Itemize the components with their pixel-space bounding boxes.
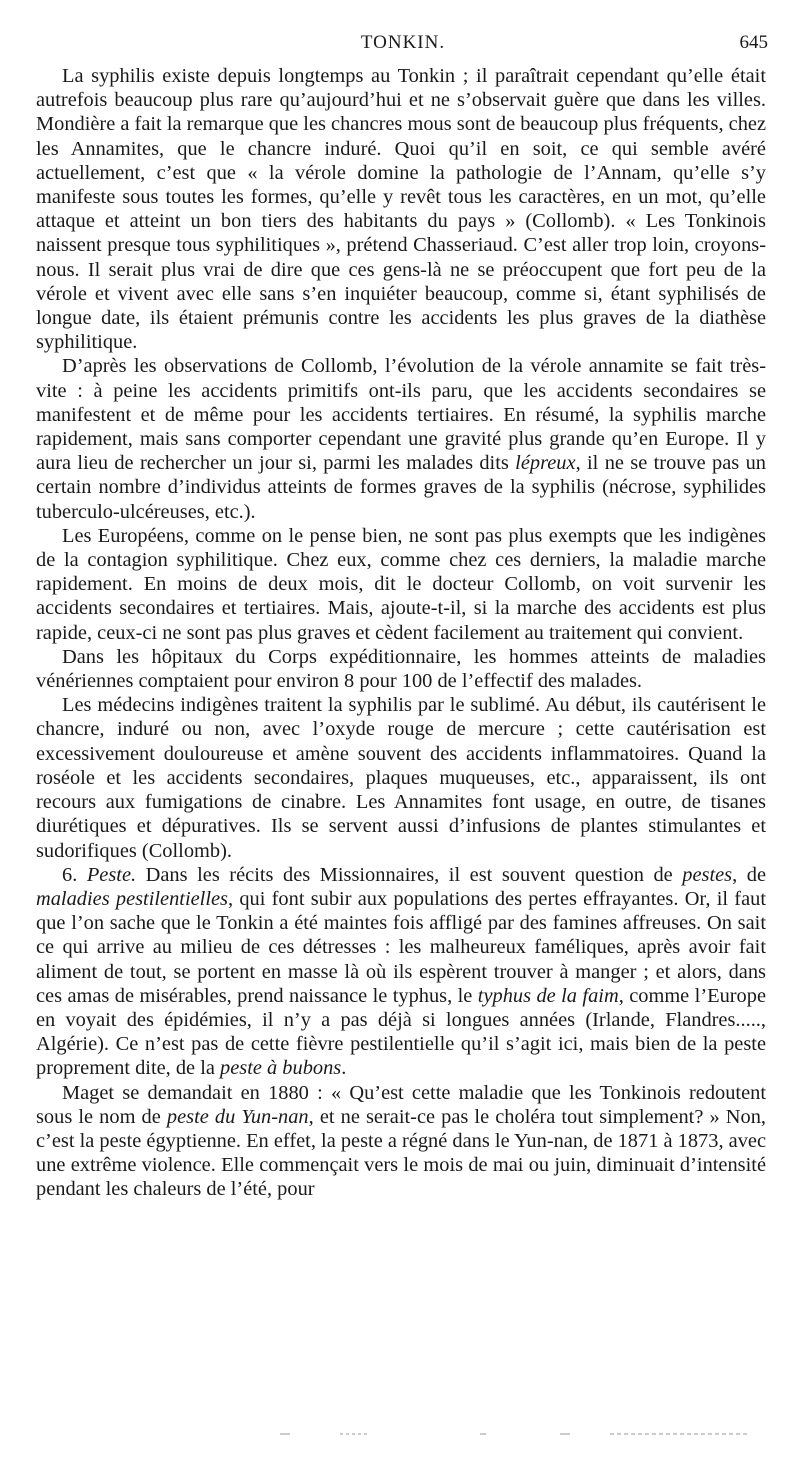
text-run: , et ne serait-ce pas le choléra tout simplement? » Non, c’est la peste égyptienne. En effet, la peste a régné dans le Yun-nan, de 1871 à 1873, avec une extrême violence. Elle commençait vers le mois de mai ou juin, diminuait d’intensité pendant les chaleurs de l’été, pour bbox=[36, 1105, 766, 1201]
page-header bbox=[38, 32, 768, 58]
text-run: Les médecins indigènes traitent la syphilis par le sublimé. Au début, ils cautérisent le chancre, induré ou non, avec l’oxyde rouge de mercure ; cette cautérisation est excessivement douloureuse et amène souvent des accidents inflammatoires. Quand la roséole et les accidents secondaires, plaques muqueuses, etc., apparaissent, ils ont recours aux fumigations de cinabre. Les Annamites font usage, en outre, de tisanes diurétiques et dépuratives. Ils se servent aussi d’infusions de plantes stimulantes et sudorifiques (Collomb). bbox=[36, 694, 766, 862]
paragraph bbox=[36, 1081, 766, 1202]
text-run: , qui font subir aux populations des pertes effrayantes. Or, il faut que l’on sache que le Tonkin a été maintes fois affligé par des famines affreuses. On sait ce qui arrive au milieu de ces détresses : les malheureux faméliques, après avoir fait aliment de tout, se portent en masse là où ils espèrent trouver à manger ; et alors, dans ces amas de misérables, prend naissance le typhus, le bbox=[36, 887, 767, 1007]
paragraph bbox=[36, 354, 766, 523]
italic-text-run: peste du Yun-nan bbox=[166, 1105, 309, 1128]
italic-text-run: typhus de la faim bbox=[477, 984, 619, 1007]
paragraph bbox=[36, 863, 766, 1081]
text-run: , il ne se trouve pas un certain nombre d’individus atteints de formes graves de la syphilis (nécrose, syphilides tuberculo-ulcéreuses, etc.). bbox=[36, 452, 766, 523]
italic-text-run: lépreux bbox=[515, 452, 576, 475]
text-run: Dans les récits des Missionnaires, il est souvent question de bbox=[136, 863, 683, 886]
text-run: Les Européens, comme on le pense bien, ne sont pas plus exempts que les indigènes de la contagion syphilitique. Chez eux, comme chez ces derniers, la maladie marche rapidement. En moins de deux mois, dit le docteur Collomb, on voit survenir les accidents secondaires et tertiaires. Mais, ajoute-t-il, si la marche des accidents est plus rapide, ceux-ci ne sont pas plus graves et cèdent facilement au traitement qui convient. bbox=[36, 524, 766, 644]
scan-artifact-line bbox=[280, 1431, 760, 1437]
text-run: 6. bbox=[62, 863, 87, 886]
italic-text-run: peste à bubons bbox=[220, 1057, 342, 1080]
text-run: . bbox=[341, 1057, 347, 1080]
running-title: TONKIN. bbox=[360, 32, 446, 53]
italic-text-run: maladies pestilentielles bbox=[36, 887, 228, 910]
italic-text-run: Peste. bbox=[86, 863, 137, 886]
text-run: La syphilis existe depuis longtemps au Tonkin ; il paraîtrait cependant qu’elle était autrefois beaucoup plus rare qu’aujourd’hui et ne s’observait guère que dans les villes. Mondière a fait la remarque que les chancres mous sont de beaucoup plus fréquents, chez les Annamites, que le chancre induré. Quoi qu’il en soit, ce qui semble avéré actuellement, c’est que « la vérole domine la pathologie de l’Annam, qu’elle s’y manifeste sous toutes les formes, qu’elle y revêt tous les caractères, en un mot, qu’elle attaque et atteint un bon tiers des habitants du pays » (Collomb). « Les Tonkinois naissent presque tous syphilitiques », prétend Chasseriaud. C’est aller trop loin, croyons-nous. Il serait plus vrai de dire que ces gens-là ne se préoccupent que fort peu de la vérole et vivent avec elle sans s’en inquiéter beaucoup, comme si, étant syphilisés de longue date, ils étaient prémunis contre les accidents les plus graves de la diathèse syphilitique. bbox=[36, 65, 766, 354]
text-run: D’après les observations de Collomb, l’évolution de la vérole annamite se fait très-vite : à peine les accidents primitifs ont-ils paru, que les accidents secondaires se manifestent et de même pour les accidents tertiaires. En résumé, la syphilis marche rapidement, mais sans comporter cependant une gravité plus grande qu’en Europe. Il y aura lieu de rechercher un jour si, parmi les malades dits bbox=[36, 355, 766, 475]
page-number: 645 bbox=[739, 32, 768, 53]
text-run: , comme l’Europe en voyait des épidémies, il n’y a pas déjà si longues années (Irlande, Flandres....., Algérie). Ce n’est pas de cette fièvre pestilentielle qu’il s’agit ici, mais bien de la peste proprement dite, de la bbox=[36, 984, 766, 1080]
text-run: Dans les hôpitaux du Corps expéditionnaire, les hommes atteints de maladies vénériennes comptaient pour environ 8 pour 100 de l’effectif des malades. bbox=[36, 645, 766, 693]
paragraph bbox=[36, 64, 766, 354]
paragraph bbox=[36, 524, 766, 645]
body-text bbox=[36, 64, 766, 1202]
scan-artifact-marks bbox=[280, 1430, 760, 1441]
italic-text-run: pestes bbox=[682, 863, 733, 886]
text-run: , de bbox=[732, 863, 766, 886]
paragraph bbox=[36, 693, 766, 862]
paragraph bbox=[36, 645, 766, 693]
text-run: Maget se demandait en 1880 : « Qu’est cette maladie que les Tonkinois redoutent sous le nom de bbox=[36, 1081, 766, 1128]
